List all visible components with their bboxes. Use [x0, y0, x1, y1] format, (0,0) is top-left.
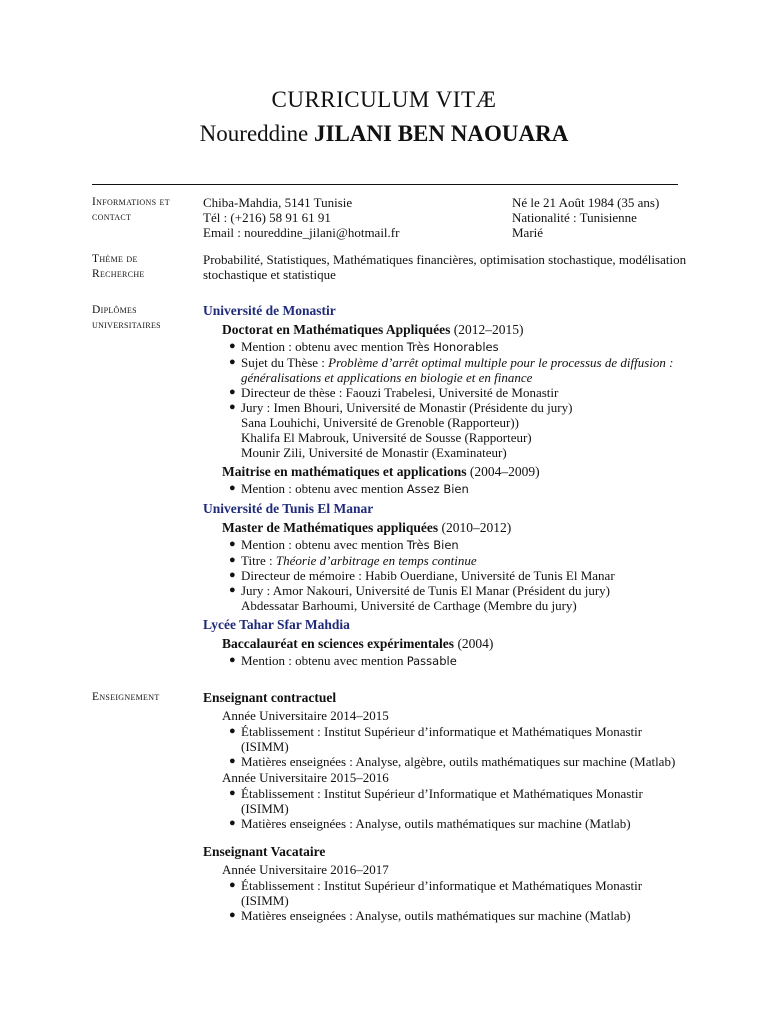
list-item: ● Mention : obtenu avec mention Très Honorables [229, 339, 499, 354]
master-details: ● Mention : obtenu avec mention Très Bien ● Titre : Théorie d’arbitrage en temps continue ● Directeur de mémoire : Habib Ouerdiane, Université de Tunis El Manar ● Jury : Amor Nakouri, Université de Tunis El Manar (Président du jury) Abdessatar Barhoumi, Université de Carthage (Membre du jury) [203, 537, 708, 613]
cv-title: CURRICULUM VITÆ [271, 87, 497, 112]
list-item: ● Mention : obtenu avec mention Très Bien [229, 537, 459, 552]
nationality: Nationalité : Tunisienne [512, 210, 637, 225]
list-item: ● Directeur de mémoire : Habib Ouerdiane, Université de Tunis El Manar [229, 568, 615, 583]
teaching-contractuel-title: Enseignant contractuel [203, 690, 337, 705]
bullet-icon: ● [229, 482, 236, 494]
phone: Tél : (+216) 58 91 61 91 [203, 210, 331, 225]
teaching-vacataire-title: Enseignant Vacataire [203, 844, 326, 859]
person-name [0, 119, 768, 149]
degree-bac: Baccalauréat en sciences expérimentales (2004) [222, 636, 494, 651]
year-details: ● Établissement : Institut Supérieur d’Informatique et Mathématiques Monastir (ISIMM) ● Matières enseignées : Analyse, outils mathématiques sur machine (Matlab) [203, 786, 685, 831]
bullet-icon: ● [229, 340, 236, 352]
bullet-icon: ● [229, 755, 236, 767]
list-item: ● Jury : Imen Bhouri, Université de Monastir (Présidente du jury) [229, 400, 573, 415]
birth-info: Né le 21 Août 1984 (35 ans) [512, 195, 660, 210]
list-item: ● Mention : obtenu avec mention Assez Bien [229, 481, 469, 496]
list-item: ● Établissement : Institut Supérieur d’informatique et Mathématiques Monastir [229, 878, 643, 893]
degree-maitrise: Maitrise en mathématiques et applications (2004–2009) [222, 464, 540, 479]
section-label-research: Thème de Recherche [92, 253, 145, 280]
list-item: ● Établissement : Institut Supérieur d’Informatique et Mathématiques Monastir [229, 786, 643, 801]
list-item: ● Directeur de thèse : Faouzi Trabelesi, Université de Monastir [229, 385, 559, 400]
bullet-icon: ● [229, 401, 236, 413]
year-details: ● Établissement : Institut Supérieur d’informatique et Mathématiques Monastir (ISIMM) ● Matières enseignées : Analyse, outils mathématiques sur machine (Matlab) [203, 878, 685, 923]
bullet-icon: ● [229, 725, 236, 737]
first-name: Noureddine [199, 121, 309, 146]
bullet-icon: ● [229, 654, 236, 666]
academic-year: Année Universitaire 2015–2016 [222, 770, 389, 785]
institution-monastir: Université de Monastir [203, 303, 336, 318]
bullet-icon: ● [229, 787, 236, 799]
bullet-icon: ● [229, 356, 236, 368]
bullet-icon: ● [229, 909, 236, 921]
section-label-diplomas: Diplômes universitaires [92, 304, 161, 331]
diplomas-content [203, 301, 708, 669]
bullet-icon: ● [229, 584, 236, 596]
list-item: ● Titre : Théorie d’arbitrage en temps continue [229, 553, 477, 568]
bullet-icon: ● [229, 569, 236, 581]
last-name: JILANI BEN NAOUARA [314, 121, 569, 146]
bullet-icon: ● [229, 386, 236, 398]
doctorat-details: ● Mention : obtenu avec mention Très Honorables ● Sujet du Thèse : Problème d’arrêt optimal multiple pour le processus de diffusion : généralisations et applications en biologie et en finance ● Directeur de thèse : Faouzi Trabelesi, Université de Monastir ● Jury : Imen Bhouri, Université de Monastir (Présidente du jury) Sana Louhichi, Université de Grenoble (Rapporteur)) Khalifa El Mabrouk, Université de Sousse (Rapporteur) Mounir Zili, Université de Monastir (Examinateur) [203, 339, 708, 460]
contact-left [203, 195, 503, 240]
list-item: ● Matières enseignées : Analyse, outils mathématiques sur machine (Matlab) [229, 816, 631, 831]
degree-master: Master de Mathématiques appliquées (2010–2012) [222, 520, 512, 535]
bullet-icon: ● [229, 817, 236, 829]
bac-details [203, 653, 708, 669]
address: Chiba-Mahdia, 5141 Tunisie [203, 195, 353, 210]
list-item: ● Matières enseignées : Analyse, outils mathématiques sur machine (Matlab) [229, 908, 631, 923]
teaching-content [203, 688, 685, 923]
list-item: ● Matières enseignées : Analyse, algèbre, outils mathématiques sur machine (Matlab) [229, 754, 676, 769]
header-divider [92, 184, 678, 185]
email: Email : noureddine_jilani@hotmail.fr [203, 225, 400, 240]
academic-year: Année Universitaire 2014–2015 [222, 708, 389, 723]
marital-status: Marié [512, 225, 544, 240]
list-item: ● Sujet du Thèse : Problème d’arrêt optimal multiple pour le processus de diffusion : [229, 355, 674, 370]
year-details: ● Établissement : Institut Supérieur d’informatique et Mathématiques Monastir (ISIMM) ● Matières enseignées : Analyse, algèbre, outils mathématiques sur machine (Matlab) [203, 724, 685, 769]
research-text: Probabilité, Statistiques, Mathématiques financières, optimisation stochastique, modélisation stochastique et statistique [203, 252, 687, 282]
section-label-teaching: Enseignement [92, 691, 160, 703]
list-item: ● Mention : obtenu avec mention Passable [229, 653, 457, 668]
bullet-icon: ● [229, 554, 236, 566]
list-item: ● Établissement : Institut Supérieur d’informatique et Mathématiques Monastir [229, 724, 643, 739]
institution-tunis: Université de Tunis El Manar [203, 501, 374, 516]
bullet-icon: ● [229, 538, 236, 550]
institution-lycee: Lycée Tahar Sfar Mahdia [203, 617, 350, 632]
academic-year: Année Universitaire 2016–2017 [222, 862, 389, 877]
bullet-icon: ● [229, 879, 236, 891]
contact-right [512, 195, 702, 240]
degree-doctorat: Doctorat en Mathématiques Appliquées (2012–2015) [222, 322, 524, 337]
list-item: ● Jury : Amor Nakouri, Université de Tunis El Manar (Président du jury) [229, 583, 611, 598]
maitrise-details [203, 481, 708, 497]
section-label-contact: Informations et contact [92, 196, 170, 223]
